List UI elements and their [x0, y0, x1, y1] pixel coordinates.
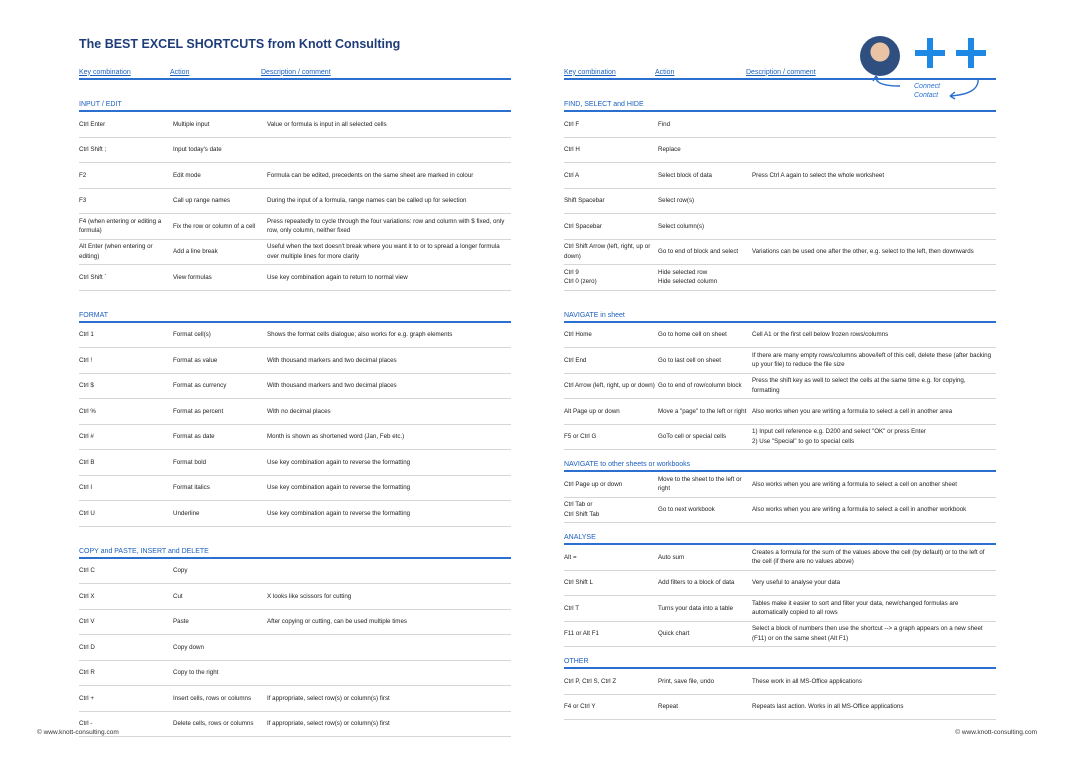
table-row: [564, 622, 996, 648]
shortcut-description: X looks like scissors for cutting: [267, 592, 352, 600]
shortcut-action: Cut: [173, 592, 183, 600]
shortcut-description: Tables make it easier to sort and filter your data, new/changed formulas are automatically copied to all rows: [752, 599, 959, 617]
shortcut-description: Value or formula is input in all selected cells: [267, 120, 387, 128]
shortcut-description: Shows the format cells dialogue; also works for e.g. graph elements: [267, 331, 453, 338]
shortcut-description: During the input of a formula, range names can be called up for selection: [267, 197, 467, 204]
shortcut-key: Ctrl H: [564, 146, 580, 153]
shortcut-description: If appropriate, select row(s) or column(s) first: [267, 720, 390, 727]
table-row: [564, 240, 996, 266]
section: [79, 310, 511, 527]
shortcut-key: Ctrl Arrow (left, right, up or down): [564, 382, 655, 389]
shortcut-action: Go to next workbook: [658, 506, 715, 513]
table-row: [79, 584, 511, 610]
shortcut-action: Add a line break: [173, 248, 218, 255]
plus-icon: [915, 38, 945, 68]
section: [564, 532, 996, 647]
shortcut-action: Repeat: [658, 703, 678, 710]
shortcut-description: Cell A1 or the first cell below frozen rows/columns: [752, 331, 889, 338]
shortcut-key: Ctrl Shift ;: [79, 146, 107, 153]
plus-icon: [956, 38, 986, 68]
shortcut-key: Ctrl Shift Arrow (left, right, up or down): [564, 243, 651, 260]
shortcut-key: F4 or Ctrl Y: [564, 703, 596, 710]
connect-text: Connect: [914, 83, 941, 90]
shortcut-key: Ctrl Shift `: [79, 273, 107, 281]
shortcut-action: Multiple input: [173, 120, 210, 128]
shortcut-action: Go to end of block and select: [658, 248, 739, 255]
footer-right: © www.knott-consulting.com: [955, 729, 1037, 736]
shortcut-description: Formula can be edited, precedents on the same sheet are marked in colour: [267, 171, 474, 179]
shortcut-description: Also works when you are writing a formula to select a cell on another sheet: [752, 480, 957, 488]
shortcut-key: Ctrl Enter: [79, 120, 106, 128]
table-row: [564, 571, 996, 597]
shortcut-key: Ctrl T: [564, 604, 580, 612]
table-row: [564, 425, 996, 451]
page-title: The BEST EXCEL SHORTCUTS from Knott Consulting: [79, 37, 401, 51]
shortcut-key: Ctrl Shift L: [564, 579, 593, 586]
header-description: Description / comment: [261, 68, 331, 76]
shortcut-key: Ctrl End: [564, 356, 587, 364]
shortcut-description: After copying or cutting, can be used multiple times: [267, 618, 407, 625]
shortcut-action: Edit mode: [173, 171, 201, 179]
table-row: [79, 425, 511, 451]
shortcut-action: Select block of data: [658, 171, 713, 179]
shortcut-key: Ctrl V: [79, 618, 95, 625]
header-action: Action: [170, 68, 190, 76]
shortcut-action: Format as date: [173, 433, 215, 440]
section-title: FIND, SELECT and HIDE: [564, 99, 996, 112]
shortcut-key: Ctrl P, Ctrl S, Ctrl Z: [564, 677, 617, 685]
shortcut-description: Use key combination again to reverse the formatting: [267, 484, 411, 491]
shortcut-key: Ctrl Home: [564, 331, 592, 338]
shortcut-key: Ctrl R: [79, 669, 95, 676]
table-row: [564, 498, 996, 524]
shortcut-key: Ctrl $: [79, 382, 94, 389]
table-row: [564, 265, 996, 291]
shortcut-key: Ctrl C: [79, 567, 95, 574]
table-row: [564, 596, 996, 622]
table-row: [79, 610, 511, 636]
shortcut-action: Copy down: [173, 643, 204, 651]
shortcut-key: F11 or Alt F1: [564, 630, 599, 637]
shortcut-key: Ctrl 1: [79, 331, 94, 338]
table-row: [564, 374, 996, 400]
table-row: [564, 348, 996, 374]
table-row: [79, 450, 511, 476]
table-row: [564, 214, 996, 240]
shortcut-action: Call up range names: [173, 197, 231, 204]
shortcut-key: F3: [79, 197, 87, 204]
shortcut-description: Press repeatedly to cycle through the four variations: row and column with $ fixed, only row, only column, neither fixed: [267, 217, 505, 235]
section: [79, 546, 511, 738]
shortcut-description: With no decimal places: [267, 407, 331, 415]
section-title: COPY and PASTE, INSERT and DELETE: [79, 546, 511, 559]
shortcut-key: Ctrl I: [79, 484, 93, 491]
table-row: [564, 189, 996, 215]
section-title: ANALYSE: [564, 532, 996, 545]
shortcut-key: Ctrl Spacebar: [564, 222, 602, 230]
table-row: [79, 163, 511, 189]
right-column: [564, 66, 996, 720]
shortcut-description: With thousand markers and two decimal places: [267, 382, 397, 389]
shortcut-action: Auto sum: [658, 553, 685, 561]
table-row: [564, 669, 996, 695]
table-row: [79, 214, 511, 240]
table-row: [564, 112, 996, 138]
shortcut-description: Month is shown as shortened word (Jan, Feb etc.): [267, 433, 405, 440]
shortcut-key: Ctrl Tab or Ctrl Shift Tab: [564, 501, 600, 518]
shortcut-action: Copy to the right: [173, 669, 219, 676]
shortcut-action: GoTo cell or special cells: [658, 433, 727, 440]
shortcut-key: Ctrl D: [79, 643, 95, 651]
header-action: Action: [655, 68, 675, 76]
shortcut-description: Use key combination again to reverse the formatting: [267, 509, 411, 517]
shortcut-action: Select row(s): [658, 197, 695, 204]
shortcut-description: Also works when you are writing a formula to select a cell in another workbook: [752, 506, 967, 513]
shortcut-key: Ctrl X: [79, 592, 95, 600]
shortcut-description: Use key combination again to return to normal view: [267, 273, 408, 281]
shortcut-key: Ctrl !: [79, 356, 93, 364]
header-key: Key combination: [79, 68, 131, 76]
table-row: [564, 695, 996, 721]
header-description: Description / comment: [746, 68, 816, 76]
shortcut-action: Format as currency: [173, 382, 227, 389]
shortcut-action: Fix the row or column of a cell: [173, 222, 256, 230]
shortcut-action: Find: [658, 120, 671, 128]
shortcut-description: Variations can be used one after the other, e.g. select to the left, then downwards: [752, 248, 974, 255]
shortcut-action: Print, save file, undo: [658, 677, 715, 685]
contact-text: Contact: [914, 92, 939, 99]
table-row: [79, 559, 511, 585]
shortcut-key: Ctrl B: [79, 458, 95, 466]
shortcut-key: Ctrl F: [564, 120, 580, 128]
shortcut-key: Ctrl +: [79, 694, 94, 702]
shortcut-action: Move to the sheet to the left or right: [658, 475, 742, 493]
shortcut-description: With thousand markers and two decimal places: [267, 356, 397, 364]
table-row: [79, 635, 511, 661]
shortcut-key: Ctrl #: [79, 433, 94, 440]
shortcut-action: Quick chart: [658, 630, 690, 637]
shortcut-action: Format italics: [173, 484, 210, 491]
shortcut-key: Ctrl A: [564, 171, 580, 179]
shortcut-key: F2: [79, 171, 87, 179]
shortcut-action: Input today's date: [173, 146, 222, 153]
shortcut-key: F4 (when entering or editing a formula): [79, 217, 162, 235]
column-header: [79, 66, 511, 80]
table-row: [564, 323, 996, 349]
shortcut-action: Go to home cell on sheet: [658, 331, 727, 338]
shortcut-key: Shift Spacebar: [564, 197, 605, 204]
shortcut-key: Ctrl 9 Ctrl 0 (zero): [564, 268, 597, 286]
shortcut-key: Ctrl -: [79, 720, 93, 727]
shortcut-action: Format cell(s): [173, 331, 211, 338]
shortcut-key: F5 or Ctrl G: [564, 433, 597, 440]
shortcut-action: Move a "page" to the left or right: [658, 407, 747, 415]
shortcut-description: 1) Input cell reference e.g. D200 and select "OK" or press Enter 2) Use "Special" to go to special cells: [752, 428, 926, 445]
section-title: NAVIGATE to other sheets or workbooks: [564, 459, 996, 472]
shortcut-action: Go to last cell on sheet: [658, 356, 721, 364]
table-row: [79, 323, 511, 349]
table-row: [564, 399, 996, 425]
shortcut-description: If appropriate, select row(s) or column(s) first: [267, 694, 390, 702]
shortcut-key: Alt Page up or down: [564, 407, 620, 415]
shortcut-description: Repeats last action. Works in all MS-Office applications: [752, 703, 904, 710]
section-title: OTHER: [564, 656, 996, 669]
left-column: [79, 66, 511, 737]
shortcut-action: Insert cells, rows or columns: [173, 694, 252, 702]
section-title: FORMAT: [79, 310, 511, 323]
table-row: [79, 265, 511, 291]
section: [564, 99, 996, 291]
table-row: [79, 189, 511, 215]
table-row: [79, 138, 511, 164]
shortcut-key: Ctrl Page up or down: [564, 480, 623, 488]
shortcut-action: Turns your data into a table: [658, 604, 734, 612]
shortcut-action: View formulas: [173, 273, 212, 281]
shortcut-action: Add filters to a block of data: [658, 579, 735, 586]
table-row: [564, 545, 996, 571]
section-title: NAVIGATE in sheet: [564, 310, 996, 323]
shortcut-action: Paste: [173, 618, 189, 625]
shortcut-action: Delete cells, rows or columns: [173, 720, 254, 727]
table-row: [79, 686, 511, 712]
table-row: [79, 661, 511, 687]
shortcut-action: Go to end of row/column block: [658, 382, 742, 389]
shortcut-description: Press Ctrl A again to select the whole worksheet: [752, 171, 885, 179]
shortcut-action: Select column(s): [658, 222, 705, 230]
shortcut-key: Ctrl %: [79, 407, 96, 415]
shortcut-key: Ctrl U: [79, 509, 95, 517]
shortcut-description: Press the shift key as well to select the cells at the same time e.g. for copying, formatting: [752, 377, 966, 394]
shortcut-action: Format as percent: [173, 407, 224, 415]
table-row: [564, 472, 996, 498]
shortcut-description: Also works when you are writing a formula to select a cell in another area: [752, 407, 953, 415]
shortcut-action: Hide selected row Hide selected column: [658, 268, 718, 286]
shortcut-action: Replace: [658, 146, 681, 153]
table-row: [564, 138, 996, 164]
shortcut-action: Format as value: [173, 356, 218, 364]
section: [79, 99, 511, 291]
shortcut-action: Underline: [173, 509, 200, 517]
table-row: [79, 112, 511, 138]
shortcut-description: Very useful to analyse your data: [752, 579, 841, 586]
section: [564, 459, 996, 523]
shortcut-description: Useful when the text doesn't break where you want it to or to spread a longer formula over multiple lines for more clarity: [267, 243, 500, 260]
table-row: [564, 163, 996, 189]
table-row: [79, 712, 511, 738]
column-header: [564, 66, 996, 80]
shortcut-description: These work in all MS-Office applications: [752, 677, 862, 685]
header-key: Key combination: [564, 68, 616, 76]
footer-left: © www.knott-consulting.com: [37, 729, 119, 736]
table-row: [79, 348, 511, 374]
table-row: [79, 399, 511, 425]
table-row: [79, 240, 511, 266]
shortcut-action: Format bold: [173, 458, 207, 466]
shortcut-action: Copy: [173, 567, 188, 574]
table-row: [79, 476, 511, 502]
table-row: [79, 374, 511, 400]
shortcut-description: Select a block of numbers then use the shortcut --> a graph appears on a new sheet (F11) or on the same sheet (Alt F1): [752, 625, 983, 642]
section-title: INPUT / EDIT: [79, 99, 511, 112]
table-row: [79, 501, 511, 527]
shortcut-key: Alt =: [564, 553, 577, 561]
section: [564, 656, 996, 720]
section: [564, 310, 996, 451]
shortcut-key: Alt Enter (when entering or editing): [79, 243, 153, 260]
shortcut-description: Use key combination again to reverse the formatting: [267, 458, 411, 466]
shortcut-description: Creates a formula for the sum of the values above the cell (by default) or to the left of the cell (if there are no values above): [752, 548, 985, 566]
shortcut-description: If there are many empty rows/columns above/left of this cell, delete these (after backing up your file) to reduce the file size: [752, 351, 992, 369]
